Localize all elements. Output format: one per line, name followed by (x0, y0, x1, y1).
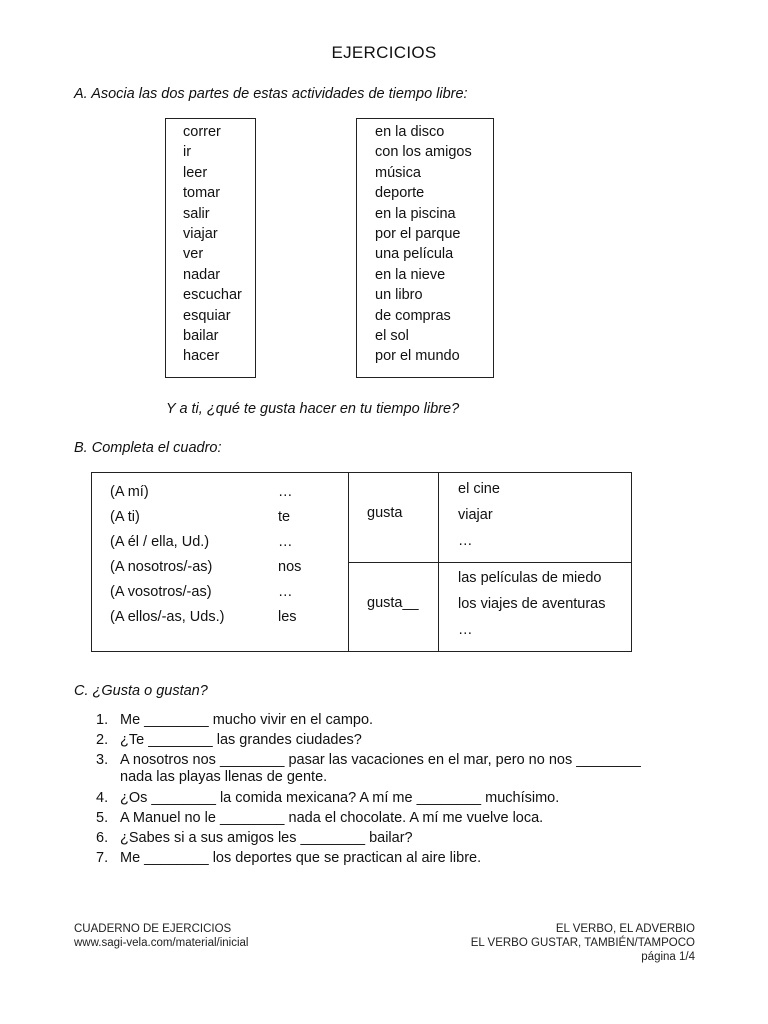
exercise-text: A Manuel no le ________ nada el chocolate. A mí me vuelve loca. (120, 809, 544, 826)
footer-right (471, 922, 695, 964)
gustar-table (91, 472, 632, 652)
exercise-number: 3. (96, 752, 109, 769)
object-cell: viajar (458, 507, 493, 523)
object-cell: … (458, 533, 473, 549)
exercise-item (96, 830, 696, 847)
complement-item: en la nieve (375, 266, 446, 283)
pronoun-cell: (A ti) (110, 509, 140, 525)
complement-item: con los amigos (375, 144, 472, 161)
complement-item: de compras (375, 307, 451, 324)
exercise-text: Me ________ mucho vivir en el campo. (120, 712, 374, 728)
section-a-heading: A. Asocia las dos partes de estas actividades de tiempo libre: (74, 86, 468, 102)
table-divider (348, 562, 631, 563)
exercise-item (96, 810, 696, 827)
exercise-item (96, 712, 696, 729)
exercise-number: 5. (96, 809, 109, 826)
verb-item: bailar (183, 328, 219, 345)
pronoun-cell: (A vosotros/-as) (110, 584, 212, 600)
pronoun-cell: (A mí) (110, 484, 149, 500)
footer-left (74, 922, 248, 950)
exercise-number: 6. (96, 829, 109, 846)
object-cell: las películas de miedo (458, 570, 602, 586)
verb-item: escuchar (183, 287, 242, 304)
exercise-number: 1. (96, 712, 109, 728)
verb-item: correr (183, 124, 221, 140)
form-cell: nos (278, 559, 302, 575)
verb-item: nadar (183, 266, 221, 283)
complement-item: en la disco (375, 124, 445, 140)
complement-item: por el parque (375, 226, 461, 243)
section-a-question: Y a ti, ¿qué te gusta hacer en tu tiempo libre? (166, 401, 460, 417)
complement-item: música (375, 164, 421, 181)
exercise-item (96, 850, 696, 867)
footer-url: www.sagi-vela.com/material/inicial (74, 937, 249, 949)
complement-item: deporte (375, 185, 425, 202)
verb-item: ver (183, 246, 204, 263)
complement-item: una película (375, 246, 454, 263)
form-column (278, 480, 301, 630)
complement-item: un libro (375, 287, 423, 304)
verb-item: tomar (183, 185, 221, 202)
verb-item: salir (183, 205, 210, 222)
pronoun-cell: (A él / ella, Ud.) (110, 534, 210, 550)
complement-item: en la piscina (375, 205, 456, 222)
form-cell: … (278, 534, 293, 550)
pronoun-column (110, 480, 224, 630)
page-title: EJERCICIOS (331, 43, 437, 62)
complements-box (356, 118, 494, 378)
exercise-text: ¿Os ________ la comida mexicana? A mí me ________ muchísimo. (120, 789, 560, 806)
objects-singular (458, 476, 500, 554)
verb-item: viajar (183, 226, 218, 243)
exercise-number: 4. (96, 789, 109, 806)
footer-topic: EL VERBO, EL ADVERBIO (555, 923, 695, 935)
form-cell: … (278, 584, 293, 600)
section-b-heading: B. Completa el cuadro: (74, 440, 222, 456)
exercise-text: ¿Te ________ las grandes ciudades? (120, 732, 362, 749)
objects-plural (458, 565, 606, 643)
verbs-box (165, 118, 256, 378)
exercise-item (96, 732, 696, 749)
exercise-text: Me ________ los deportes que se practican al aire libre. (120, 850, 482, 867)
exercise-item (96, 752, 696, 786)
form-cell: te (278, 509, 291, 525)
exercise-text: A nosotros nos ________ pasar las vacaciones en el mar, pero no nos ________ (120, 752, 641, 769)
footer-subtopic: EL VERBO GUSTAR, TAMBIÉN/TAMPOCO (470, 937, 695, 949)
exercise-list (96, 712, 696, 870)
form-cell: les (278, 609, 297, 625)
verb-plural: gusta__ (367, 595, 419, 611)
pronoun-cell: (A nosotros/-as) (110, 559, 213, 575)
verb-item: leer (183, 164, 208, 181)
exercise-text-block (120, 752, 696, 786)
exercise-number: 2. (96, 732, 109, 749)
object-cell: … (458, 622, 473, 638)
exercise-text: ¿Sabes si a sus amigos les ________ bailar? (120, 829, 413, 846)
verb-item: ir (183, 144, 192, 161)
pronoun-cell: (A ellos/-as, Uds.) (110, 609, 225, 625)
object-cell: los viajes de aventuras (458, 596, 606, 612)
exercise-item (96, 790, 696, 807)
complement-item: por el mundo (375, 348, 460, 365)
exercise-text-continuation: nada las playas llenas de gente. (120, 769, 328, 786)
complement-item: el sol (375, 328, 409, 345)
object-cell: el cine (458, 481, 500, 497)
verb-item: esquiar (183, 307, 231, 324)
section-c-heading: C. ¿Gusta o gustan? (74, 683, 208, 699)
verb-item: hacer (183, 348, 220, 365)
exercise-number: 7. (96, 850, 109, 867)
form-cell: … (278, 484, 293, 500)
footer-book-title: CUADERNO DE EJERCICIOS (74, 923, 232, 935)
verb-singular: gusta (367, 505, 403, 521)
page-number: página 1/4 (641, 951, 695, 963)
